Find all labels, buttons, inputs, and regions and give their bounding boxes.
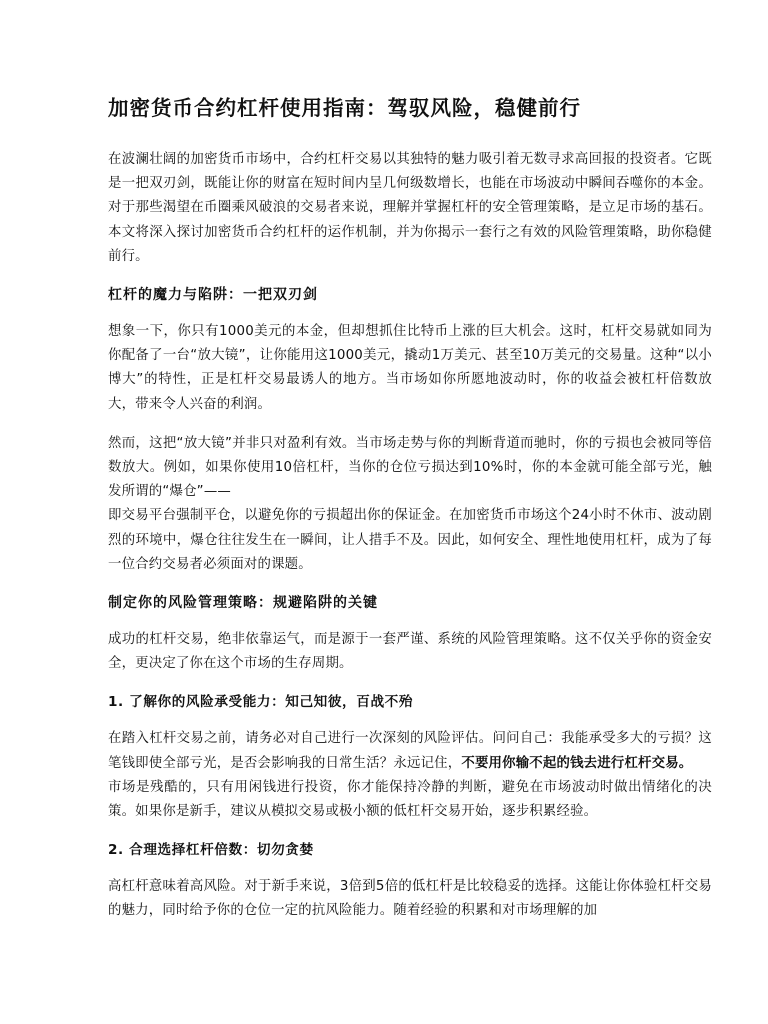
document-title: 加密货币合约杠杆使用指南：驾驭风险，稳健前行: [108, 96, 581, 120]
leverage-paragraph-1: 想象一下，你只有1000美元的本金，但却想抓住比特币上涨的巨大机会。这时，杠杆交易就如同为你配备了一台“放大镜”，让你能用这1000美元，撬动1万美元、甚至10万美元的交易量。这种“以小博大”的特性，正是杠杆交易最诱人的地方。当市场如你所愿地波动时，你的收益会被杠杆倍数放大，带来令人兴奋的利润。: [108, 324, 712, 412]
document-page: [108, 94, 712, 939]
risk-tolerance-emphasis: 不要用你输不起的钱去进行杠杆交易。: [461, 755, 693, 771]
risk-tolerance-paragraph-2: 市场是残酷的，只有用闲钱进行投资，你才能保持冷静的判断，避免在市场波动时做出情绪化的决策。如果你是新手，建议从模拟交易或极小额的低杠杆交易开始，逐步积累经验。: [108, 779, 712, 820]
section-heading-risk-strategy: 制定你的风险管理策略：规避陷阱的关键: [108, 595, 378, 612]
section-heading-leverage: 杠杆的魔力与陷阱：一把双刃剑: [108, 287, 318, 304]
subheading-leverage-multiple: 2. 合理选择杠杆倍数：切勿贪婪: [108, 842, 314, 859]
risk-strategy-paragraph: 成功的杠杆交易，绝非依靠运气，而是源于一套严谨、系统的风险管理策略。这不仅关乎你的资金安全，更决定了你在这个市场的生存周期。: [108, 632, 712, 672]
leverage-multiple-paragraph: 高杠杆意味着高风险。对于新手来说，3倍到5倍的低杠杆是比较稳妥的选择。这能让你体验杠杆交易的魅力，同时给予你的仓位一定的抗风险能力。随着经验的积累和对市场理解的加: [108, 879, 712, 919]
risk-tolerance-text: 在踏入杠杆交易之前，请务必对自己进行一次深刻的风险评估。问问自己：我能承受多大的亏损？这笔钱即使全部亏光，是否会影响我的日常生活？永远记住，: [108, 731, 712, 771]
risk-tolerance-paragraph-1: [108, 727, 712, 775]
leverage-paragraph-3: 即交易平台强制平仓，以避免你的亏损超出你的保证金。在加密货币市场这个24小时不休市、波动剧烈的环境中，爆仓往往发生在一瞬间，让人措手不及。因此，如何安全、理性地使用杠杆，成为了每一位合约交易者必须面对的课题。: [108, 508, 712, 572]
subheading-risk-tolerance: 1. 了解你的风险承受能力：知己知彼，百战不殆: [108, 694, 414, 711]
leverage-paragraph-2: 然而，这把“放大镜”并非只对盈利有效。当市场走势与你的判断背道而驰时，你的亏损也会被同等倍数放大。例如，如果你使用10倍杠杆，当你的仓位亏损达到10%时，你的本金就可能全部亏光，触发所谓的“爆仓”——: [108, 435, 712, 500]
intro-paragraph: 在波澜壮阔的加密货币市场中，合约杠杆交易以其独特的魅力吸引着无数寻求高回报的投资者。它既是一把双刃剑，既能让你的财富在短时间内呈几何级数增长，也能在市场波动中瞬间吞噬你的本金。对于那些渴望在币圈乘风破浪的交易者来说，理解并掌握杠杆的安全管理策略，是立足市场的基石。本文将深入探讨加密货币合约杠杆的运作机制，并为你揭示一套行之有效的风险管理策略，助你稳健前行。: [108, 152, 712, 264]
